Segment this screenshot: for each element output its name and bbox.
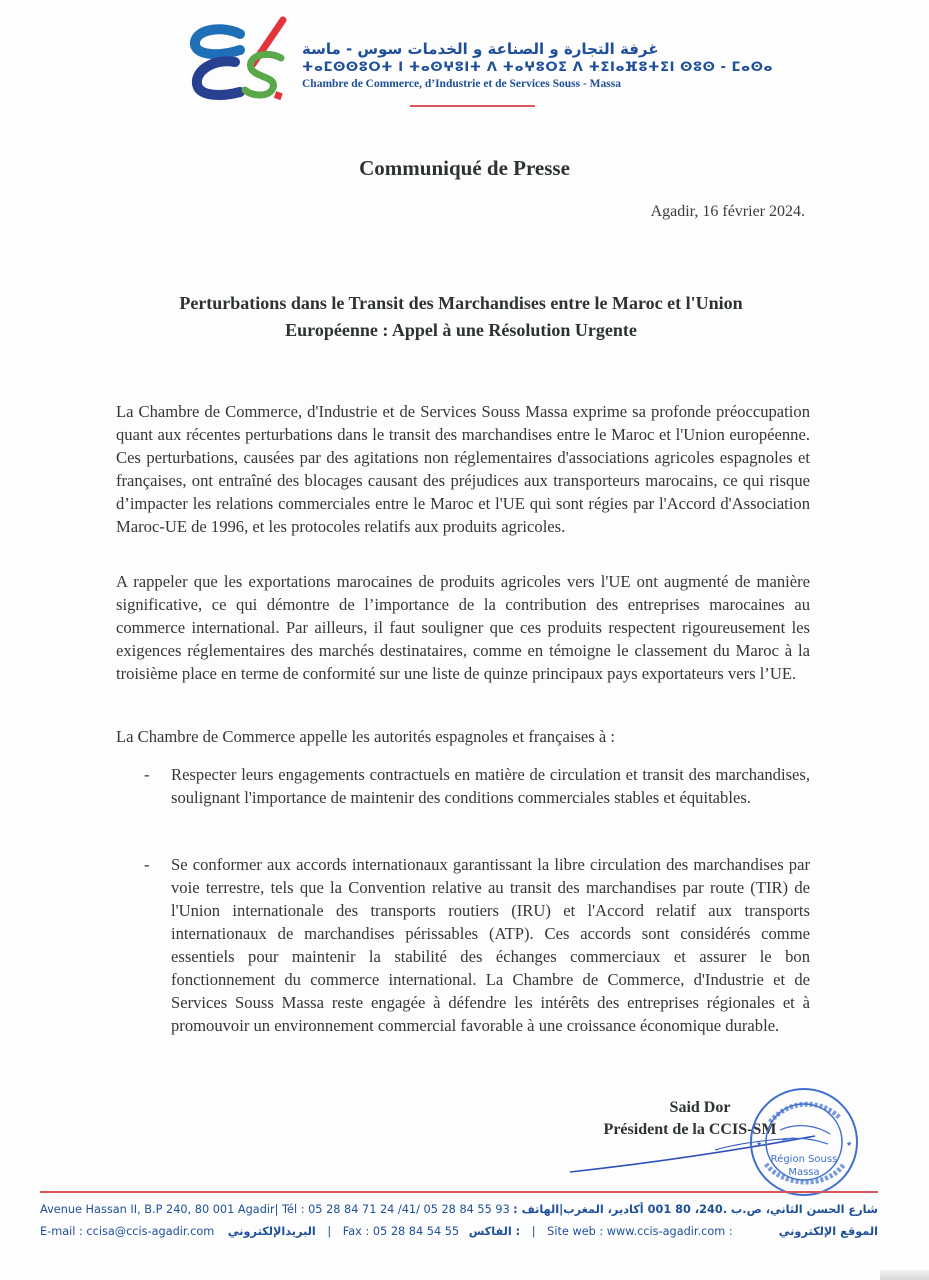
- footer-address-ar: شارع الحسن الثاني، ص.ب .240، 80 001 أكادير، المغرب|الهاتف :: [513, 1203, 878, 1216]
- svg-text:★: ★: [756, 1140, 763, 1148]
- paragraph-1: La Chambre de Commerce, d'Industrie et de Services Souss Massa exprime sa profonde préoccupation quant aux récentes perturbations dans le transit des marchandises entre le Maroc et l'Union européenne. Ces perturbations, causées par des agitations non réglementaires d'associations agricoles espagnoles et françaises, ont entraîné des blocages causant des préjudices aux transporteurs marocains, ce qui risque d’impacter les relations commerciales entre le Maroc et l'UE qui sont régies par l'Accord d'Association Maroc-UE de 1996, et les protocoles relatifs aux produits agricoles.: [116, 402, 810, 536]
- signatory-name: Said Dor: [669, 1099, 731, 1116]
- footer-website[interactable]: Site web : www.ccis-agadir.com :: [547, 1225, 733, 1238]
- footer-separator: |: [327, 1225, 332, 1238]
- paragraph-2: A rappeler que les exportations marocaines de produits agricoles vers l'UE ont augmenté de manière significative, ce qui démontre de l’importance de la contribution des entreprises marocaines au commerce international. Par ailleurs, il faut souligner que ces produits respectent rigoureusement les exigences réglementaires des marchés destinataires, comme en témoigne le classement du Maroc à la troisième place en terme de conformité sur une liste de quinze principaux pays exportateurs vers l’UE.: [116, 572, 810, 683]
- org-name-tifinagh: ⵜⴰⵎⵙⵙⵓⵔⵜ ⵏ ⵜⴰⵙⵖⵓⵏⵜ ⴷ ⵜⴰⵖⵓⵔⵉ ⴷ ⵜⵉⵏⴰⴼⵓⵜⵉⵏ ⵙⵓⵙ - ⵎⴰⵙⴰ: [302, 60, 774, 75]
- footer-fax-ar: الفاكس :: [468, 1225, 521, 1238]
- bullet-text: Respecter leurs engagements contractuels en matière de circulation et transit des marchandises, soulignant l'importance de maintenir des conditions commerciales stables et équitables.: [171, 765, 810, 807]
- footer-separator: |: [531, 1225, 536, 1238]
- header-divider: [410, 105, 535, 107]
- official-stamp-icon: [748, 1086, 860, 1198]
- paragraph-3: La Chambre de Commerce appelle les autorités espagnoles et françaises à :: [116, 727, 615, 746]
- stamp-line-2: Massa: [788, 1167, 820, 1178]
- footer-divider: [40, 1191, 878, 1193]
- footer-website-ar: الموقع الإلكتروني: [778, 1225, 878, 1238]
- bullet-text: Se conformer aux accords internationaux garantissant la libre circulation des marchandises par voie terrestre, tels que la Convention relative au transit des marchandises par route (TIR) de l'Union internationale des transports routiers (IRU) et l'Accord relatif aux transports internationaux de marchandises périssables (ATP). Ces accords sont considérés comme essentiels pour maintenir la stabilité des échanges commerciaux et assurer le bon fonctionnement du commerce international. La Chambre de Commerce, d'Industrie et de Services Souss Massa reste engagée à défendre les intérêts des entreprises régionales et à promouvoir un environnement commercial favorable à une croissance économique durable.: [171, 855, 810, 1035]
- dateline: Agadir, 16 février 2024.: [650, 203, 805, 220]
- org-name-arabic: غرفة التجارة و الصناعة و الخدمات سوس - ماسة: [302, 40, 659, 58]
- subject-line-2: Européenne : Appel à une Résolution Urgente: [285, 320, 637, 340]
- ccis-logo-icon: [185, 12, 295, 107]
- letterhead: [185, 12, 774, 112]
- footer-address-line: [40, 1203, 878, 1216]
- footer-fax: Fax : 05 28 84 54 55: [342, 1225, 460, 1238]
- bullet-dash: -: [144, 765, 150, 784]
- subject-line-1: Perturbations dans le Transit des Marchandises entre le Maroc et l'Union: [179, 293, 743, 313]
- footer-email[interactable]: E-mail : ccisa@ccis-agadir.com: [40, 1225, 215, 1238]
- footer-address-fr: Avenue Hassan II, B.P 240, 80 001 Agadir| Tél : 05 28 84 71 24 /41/ 05 28 84 55 93: [40, 1203, 510, 1216]
- signatory-title: Président de la CCIS-SM: [603, 1121, 777, 1138]
- footer-email-ar: البريدالإلكتروني: [227, 1225, 316, 1238]
- footer-contact-line: [40, 1225, 878, 1238]
- org-name-french: Chambre de Commerce, d’Industrie et de Services Souss - Massa: [302, 78, 621, 90]
- organization-name-block: [302, 40, 774, 92]
- subject-heading: [100, 290, 822, 344]
- stamp-line-1: Région Souss: [770, 1154, 838, 1165]
- page-title: Communiqué de Presse: [359, 156, 570, 180]
- bullet-dash: -: [144, 855, 150, 874]
- svg-text:★: ★: [846, 1140, 853, 1148]
- scan-edge-shadow: [880, 1270, 929, 1280]
